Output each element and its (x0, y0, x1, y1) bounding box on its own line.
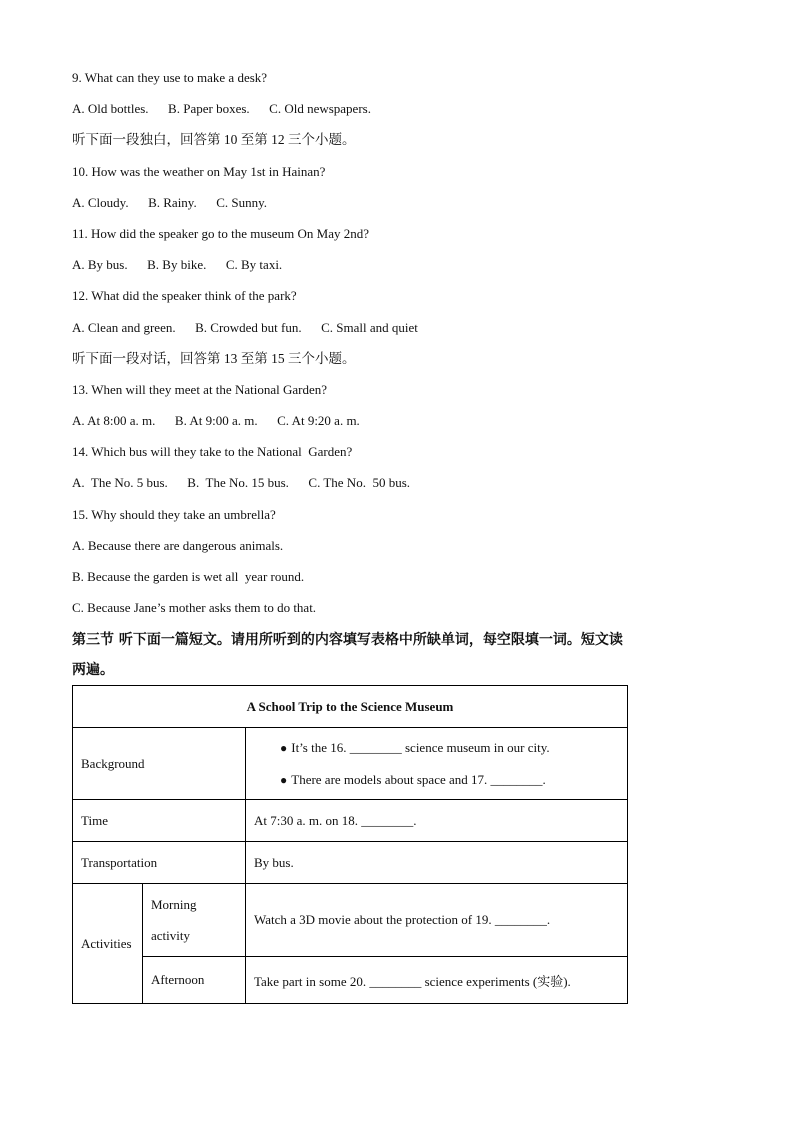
option-15c: C. Because Jane’s mother asks them to do that. (72, 600, 317, 616)
morning-label-line2: activity (151, 928, 190, 943)
morning-value: Watch a 3D movie about the protection of 19. ________. (246, 884, 628, 957)
options-10: A. Cloudy. B. Rainy. C. Sunny. (72, 194, 268, 210)
transportation-label: Transportation (73, 842, 246, 884)
afternoon-label: Afternoon (143, 957, 246, 1004)
afternoon-value: Take part in some 20. ________ science experiments (实验). (246, 957, 628, 1004)
options-14: A. The No. 5 bus. B. The No. 15 bus. C. The No. 50 bus. (72, 475, 410, 491)
background-item-17: ● There are models about space and 17. ________. (254, 764, 619, 796)
instruction-dialogue: 听下面一段对话，回答第 13 至第 15 三个小题。 (72, 350, 356, 366)
background-label: Background (73, 728, 246, 800)
option-15b: B. Because the garden is wet all year round. (72, 569, 305, 584)
table-title: A School Trip to the Science Museum (73, 686, 628, 728)
options-9: A. Old bottles. B. Paper boxes. C. Old newspapers. (72, 101, 371, 117)
time-label: Time (73, 800, 246, 842)
instruction-monologue: 听下面一段独白，回答第 10 至第 12 三个小题。 (72, 132, 356, 148)
question-10: 10. How was the weather on May 1st in Hainan? (72, 163, 326, 179)
transportation-value: By bus. (246, 842, 628, 884)
question-11: 11. How did the speaker go to the museum On May 2nd? (72, 225, 370, 241)
options-11: A. By bus. B. By bike. C. By taxi. (72, 257, 283, 273)
section-heading-line2: 两遍。 (72, 662, 114, 679)
question-13: 13. When will they meet at the National Garden? (72, 381, 327, 397)
question-15: 15. Why should they take an umbrella? (72, 506, 276, 522)
option-15a: A. Because there are dangerous animals. (72, 537, 284, 553)
question-14: 14. Which bus will they take to the National Garden? (72, 444, 353, 460)
question-9: 9. What can they use to make a desk? (72, 70, 268, 85)
question-12: 12. What did the speaker think of the park? (72, 288, 297, 304)
background-cell (246, 728, 628, 800)
options-12: A. Clean and green. B. Crowded but fun. C. Small and quiet (72, 319, 418, 335)
question-list (72, 62, 732, 685)
options-13: A. At 8:00 a. m. B. At 9:00 a. m. C. At 9:20 a. m. (72, 413, 360, 429)
activities-label: Activities (73, 884, 143, 1004)
morning-label (143, 884, 246, 957)
section-three-heading (72, 625, 732, 685)
fill-in-table (72, 685, 628, 1004)
section-heading-line1: 第三节 听下面一篇短文。请用所听到的内容填写表格中所缺单词，每空限填一词。短文读 (72, 632, 623, 649)
time-value: At 7:30 a. m. on 18. ________. (246, 800, 628, 842)
morning-label-line1: Morning (151, 897, 197, 912)
background-item-16: ● It’s the 16. ________ science museum in our city. (254, 732, 619, 764)
